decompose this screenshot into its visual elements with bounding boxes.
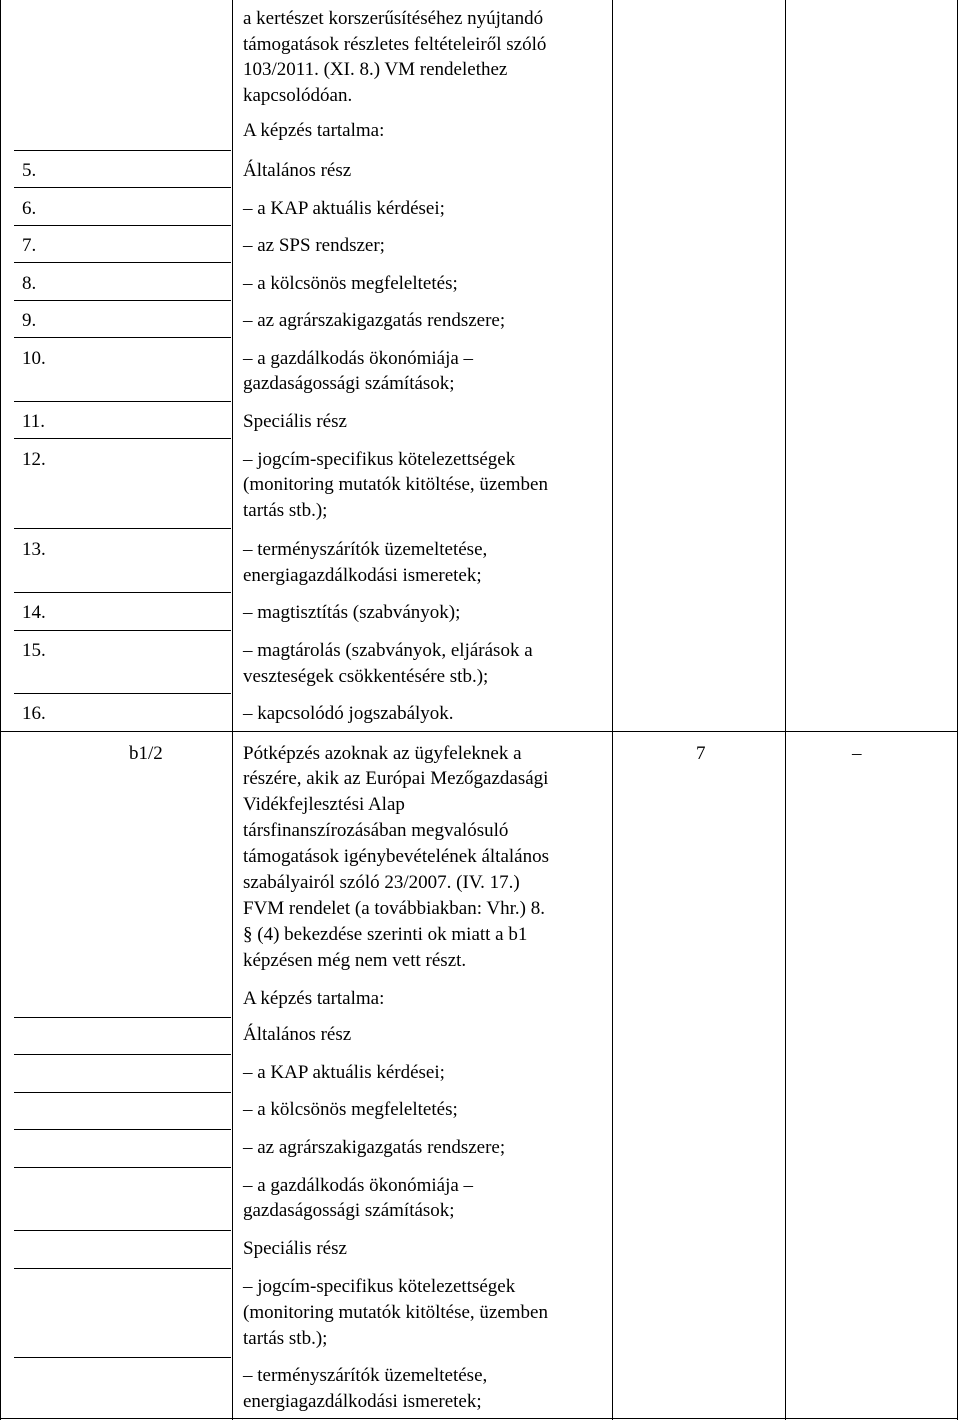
row-divider	[14, 630, 231, 631]
row-text: energiagazdálkodási ismeretek;	[243, 565, 482, 586]
row-text: – magtárolás (szabványok, eljárások a	[243, 640, 533, 661]
row-number: 5.	[22, 160, 37, 181]
table-bottom-border	[0, 1418, 958, 1419]
description-line: szabályairól szóló 23/2007. (IV. 17.)	[243, 872, 520, 893]
column-border	[785, 0, 786, 1420]
row-divider	[14, 150, 231, 151]
column-border	[957, 0, 958, 1420]
row-number: 12.	[22, 449, 46, 470]
row-text: energiagazdálkodási ismeretek;	[243, 1391, 482, 1412]
row-text: Speciális rész	[243, 1238, 347, 1259]
description-line: képzésen még nem vett részt.	[243, 950, 467, 971]
row-number: 7.	[22, 235, 37, 256]
row-text: (monitoring mutatók kitöltése, üzemben	[243, 474, 548, 495]
description-line: § (4) bekezdése szerinti ok miatt a b1	[243, 924, 528, 945]
row-divider	[14, 1054, 231, 1055]
row-text: veszteségek csökkentésére stb.);	[243, 666, 489, 687]
row-text: – jogcím-specifikus kötelezettségek	[243, 1276, 516, 1297]
description-line: társfinanszírozásában megvalósuló	[243, 820, 509, 841]
intro-line: a kertészet korszerűsítéséhez nyújtandó	[243, 8, 544, 29]
row-divider	[14, 1230, 231, 1231]
row-divider	[14, 1268, 231, 1269]
column-border	[0, 0, 1, 1420]
intro-line: támogatások részletes feltételeiről szóló	[243, 34, 547, 55]
row-text: – terményszárítók üzemeltetése,	[243, 539, 488, 560]
row-divider	[14, 592, 231, 593]
row-text: – magtisztítás (szabványok);	[243, 602, 461, 623]
row-text: Általános rész	[243, 160, 352, 181]
row-divider	[14, 1357, 231, 1358]
row-number: 14.	[22, 602, 46, 623]
intro-line: 103/2011. (XI. 8.) VM rendelethez	[243, 59, 508, 80]
row-divider	[14, 1017, 231, 1018]
row-text: – a KAP aktuális kérdései;	[243, 198, 445, 219]
content-heading: A képzés tartalma:	[243, 120, 385, 141]
training-hours: 7	[696, 743, 706, 764]
row-text: gazdaságossági számítások;	[243, 373, 455, 394]
row-text: tartás stb.);	[243, 500, 328, 521]
row-divider	[14, 528, 231, 529]
description-line: FVM rendelet (a továbbiakban: Vhr.) 8.	[243, 898, 545, 919]
row-text: – terményszárítók üzemeltetése,	[243, 1365, 488, 1386]
row-text: – a gazdálkodás ökonómiája –	[243, 348, 474, 369]
description-line: támogatások igénybevételének általános	[243, 846, 549, 867]
row-text: – az agrárszakigazgatás rendszere;	[243, 310, 506, 331]
row-divider	[14, 262, 231, 263]
row-number: 10.	[22, 348, 46, 369]
row-text: – kapcsolódó jogszabályok.	[243, 703, 454, 724]
training-dash: –	[852, 743, 862, 764]
row-number: 15.	[22, 640, 46, 661]
row-number: 6.	[22, 198, 37, 219]
row-divider	[14, 225, 231, 226]
row-divider	[14, 1167, 231, 1168]
row-text: – a KAP aktuális kérdései;	[243, 1062, 445, 1083]
row-divider	[14, 187, 231, 188]
training-code: b1/2	[129, 743, 163, 764]
column-border	[232, 0, 233, 1420]
row-text: Általános rész	[243, 1024, 352, 1045]
row-divider	[14, 438, 231, 439]
row-text: – jogcím-specifikus kötelezettségek	[243, 449, 516, 470]
row-text: – a gazdálkodás ökonómiája –	[243, 1175, 474, 1196]
row-text: tartás stb.);	[243, 1328, 328, 1349]
row-divider	[14, 1129, 231, 1130]
row-number: 9.	[22, 310, 37, 331]
row-text: Speciális rész	[243, 411, 347, 432]
row-divider	[14, 693, 231, 694]
description-line: Pótképzés azoknak az ügyfeleknek a	[243, 743, 522, 764]
row-divider	[14, 337, 231, 338]
row-number: 13.	[22, 539, 46, 560]
row-divider	[14, 1092, 231, 1093]
row-number: 8.	[22, 273, 37, 294]
row-divider	[14, 401, 231, 402]
row-number: 16.	[22, 703, 46, 724]
row-text: (monitoring mutatók kitöltése, üzemben	[243, 1302, 548, 1323]
column-border	[612, 0, 613, 1420]
row-text: – az agrárszakigazgatás rendszere;	[243, 1137, 506, 1158]
row-text: – az SPS rendszer;	[243, 235, 385, 256]
row-divider	[14, 300, 231, 301]
row-text: – a kölcsönös megfeleltetés;	[243, 273, 458, 294]
row-number: 11.	[22, 411, 46, 432]
intro-line: kapcsolódóan.	[243, 85, 353, 106]
description-line: részére, akik az Európai Mezőgazdasági	[243, 768, 549, 789]
row-text: – a kölcsönös megfeleltetés;	[243, 1099, 458, 1120]
section-border	[0, 731, 958, 732]
content-heading: A képzés tartalma:	[243, 988, 385, 1009]
row-text: gazdaságossági számítások;	[243, 1200, 455, 1221]
description-line: Vidékfejlesztési Alap	[243, 794, 405, 815]
